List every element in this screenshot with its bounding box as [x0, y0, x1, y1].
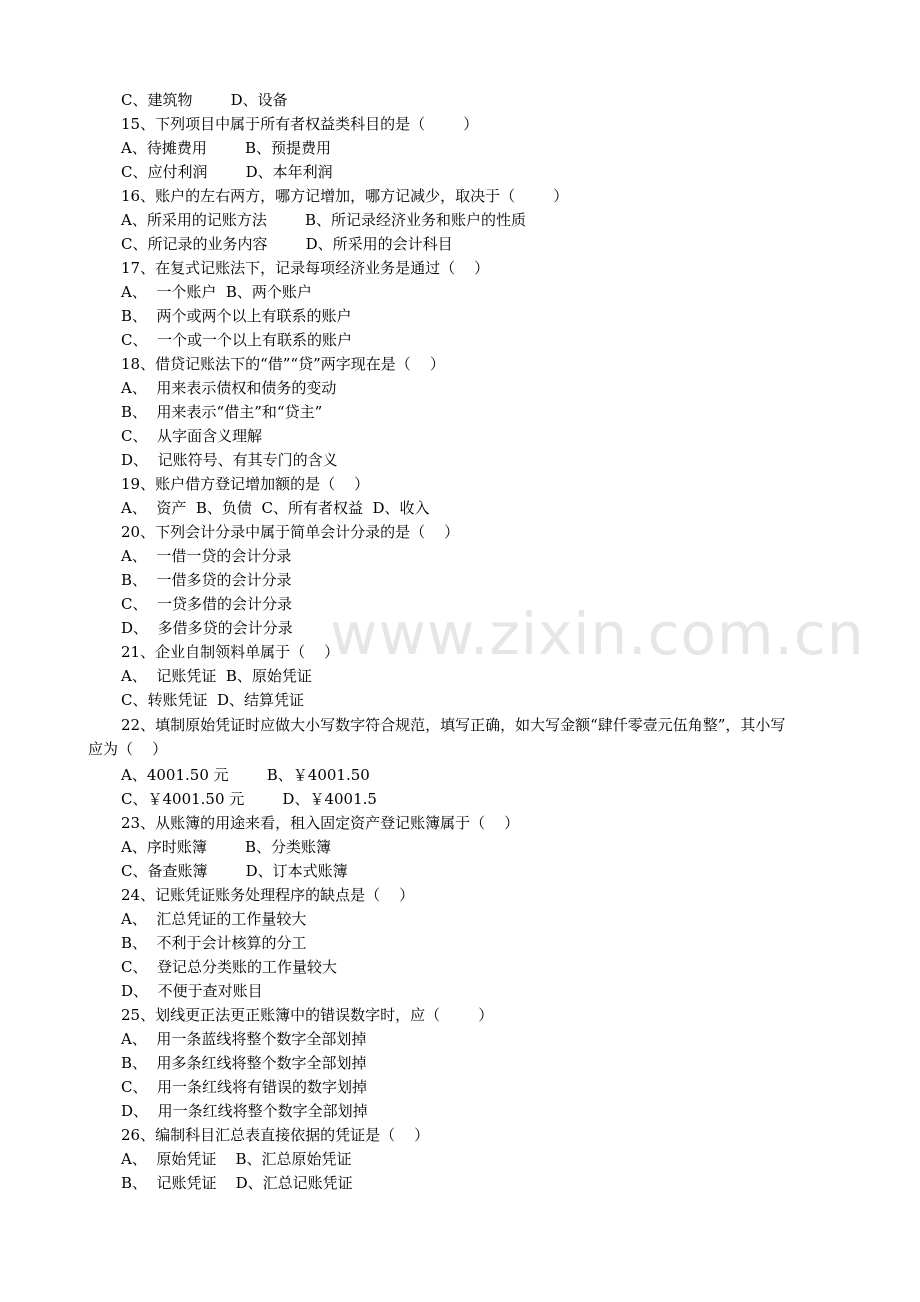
question-line: 25、划线更正法更正账簿中的错误数字时，应（ ） — [121, 1006, 494, 1024]
question-line: 22、填制原始凭证时应做大小写数字符合规范，填写正确，如大写金额“肆仟零壹元伍角整”，其小写 — [121, 716, 786, 734]
option-line: C、建筑物 D、设备 — [121, 91, 288, 109]
option-line: B、 不利于会计核算的分工 — [121, 934, 307, 952]
question-line: 17、在复式记账法下，记录每项经济业务是通过（ ） — [121, 259, 490, 277]
question-line: 20、下列会计分录中属于简单会计分录的是（ ） — [121, 523, 460, 541]
option-line: D、 不便于查对账目 — [121, 982, 263, 1000]
option-line: A、 用一条蓝线将整个数字全部划掉 — [121, 1030, 367, 1048]
question-line: 19、账户借方登记增加额的是（ ） — [121, 475, 370, 493]
question-line: 18、借贷记账法下的“借”“贷”两字现在是（ ） — [121, 355, 445, 373]
option-line: A、序时账簿 B、分类账簿 — [121, 838, 332, 856]
option-line: A、 一借一贷的会计分录 — [121, 547, 292, 565]
option-line: A、 原始凭证 B、汇总原始凭证 — [121, 1150, 352, 1168]
option-line: B、 记账凭证 D、汇总记账凭证 — [121, 1174, 353, 1192]
option-line: B、 一借多贷的会计分录 — [121, 571, 292, 589]
option-line: C、 从字面含义理解 — [121, 427, 263, 445]
watermark: www.zixin.com.cn — [330, 600, 865, 668]
question-line: 23、从账簿的用途来看，租入固定资产登记账簿属于（ ） — [121, 814, 520, 832]
option-line: A、所采用的记账方法 B、所记录经济业务和账户的性质 — [121, 211, 527, 229]
option-line: B、 用多条红线将整个数字全部划掉 — [121, 1054, 367, 1072]
question-continuation: 应为（ ） — [88, 740, 168, 758]
option-line: B、 两个或两个以上有联系的账户 — [121, 307, 352, 325]
option-line: C、转账凭证 D、结算凭证 — [121, 691, 305, 709]
option-line: D、 用一条红线将整个数字全部划掉 — [121, 1102, 368, 1120]
option-line: A、4001.50 元 B、￥4001.50 — [121, 766, 370, 784]
option-line: B、 用来表示“借主”和“贷主” — [121, 403, 323, 421]
option-line: A、 一个账户 B、两个账户 — [121, 283, 312, 301]
question-line: 26、编制科目汇总表直接依据的凭证是（ ） — [121, 1126, 430, 1144]
question-line: 21、企业自制领料单属于（ ） — [121, 643, 340, 661]
option-line: A、 用来表示债权和债务的变动 — [121, 379, 337, 397]
option-line: C、 一贷多借的会计分录 — [121, 595, 293, 613]
option-line: C、 登记总分类账的工作量较大 — [121, 958, 338, 976]
question-line: 24、记账凭证账务处理程序的缺点是（ ） — [121, 886, 415, 904]
option-line: C、备查账簿 D、订本式账簿 — [121, 862, 348, 880]
question-line: 15、下列项目中属于所有者权益类科目的是（ ） — [121, 115, 479, 133]
option-line: C、 一个或一个以上有联系的账户 — [121, 331, 353, 349]
option-line: D、 多借多贷的会计分录 — [121, 619, 293, 637]
question-line: 16、账户的左右两方，哪方记增加，哪方记减少，取决于（ ） — [121, 187, 569, 205]
option-line: C、应付利润 D、本年利润 — [121, 163, 333, 181]
option-line: A、 记账凭证 B、原始凭证 — [121, 667, 312, 685]
option-line: C、 用一条红线将有错误的数字划掉 — [121, 1078, 368, 1096]
option-line: D、 记账符号、有其专门的含义 — [121, 451, 338, 469]
option-line: C、￥4001.50 元 D、￥4001.5 — [121, 790, 377, 808]
option-line: A、 汇总凭证的工作量较大 — [121, 910, 307, 928]
option-line: A、 资产 B、负债 C、所有者权益 D、收入 — [121, 499, 430, 517]
option-line: A、待摊费用 B、预提费用 — [121, 139, 332, 157]
option-line: C、所记录的业务内容 D、所采用的会计科目 — [121, 235, 453, 253]
